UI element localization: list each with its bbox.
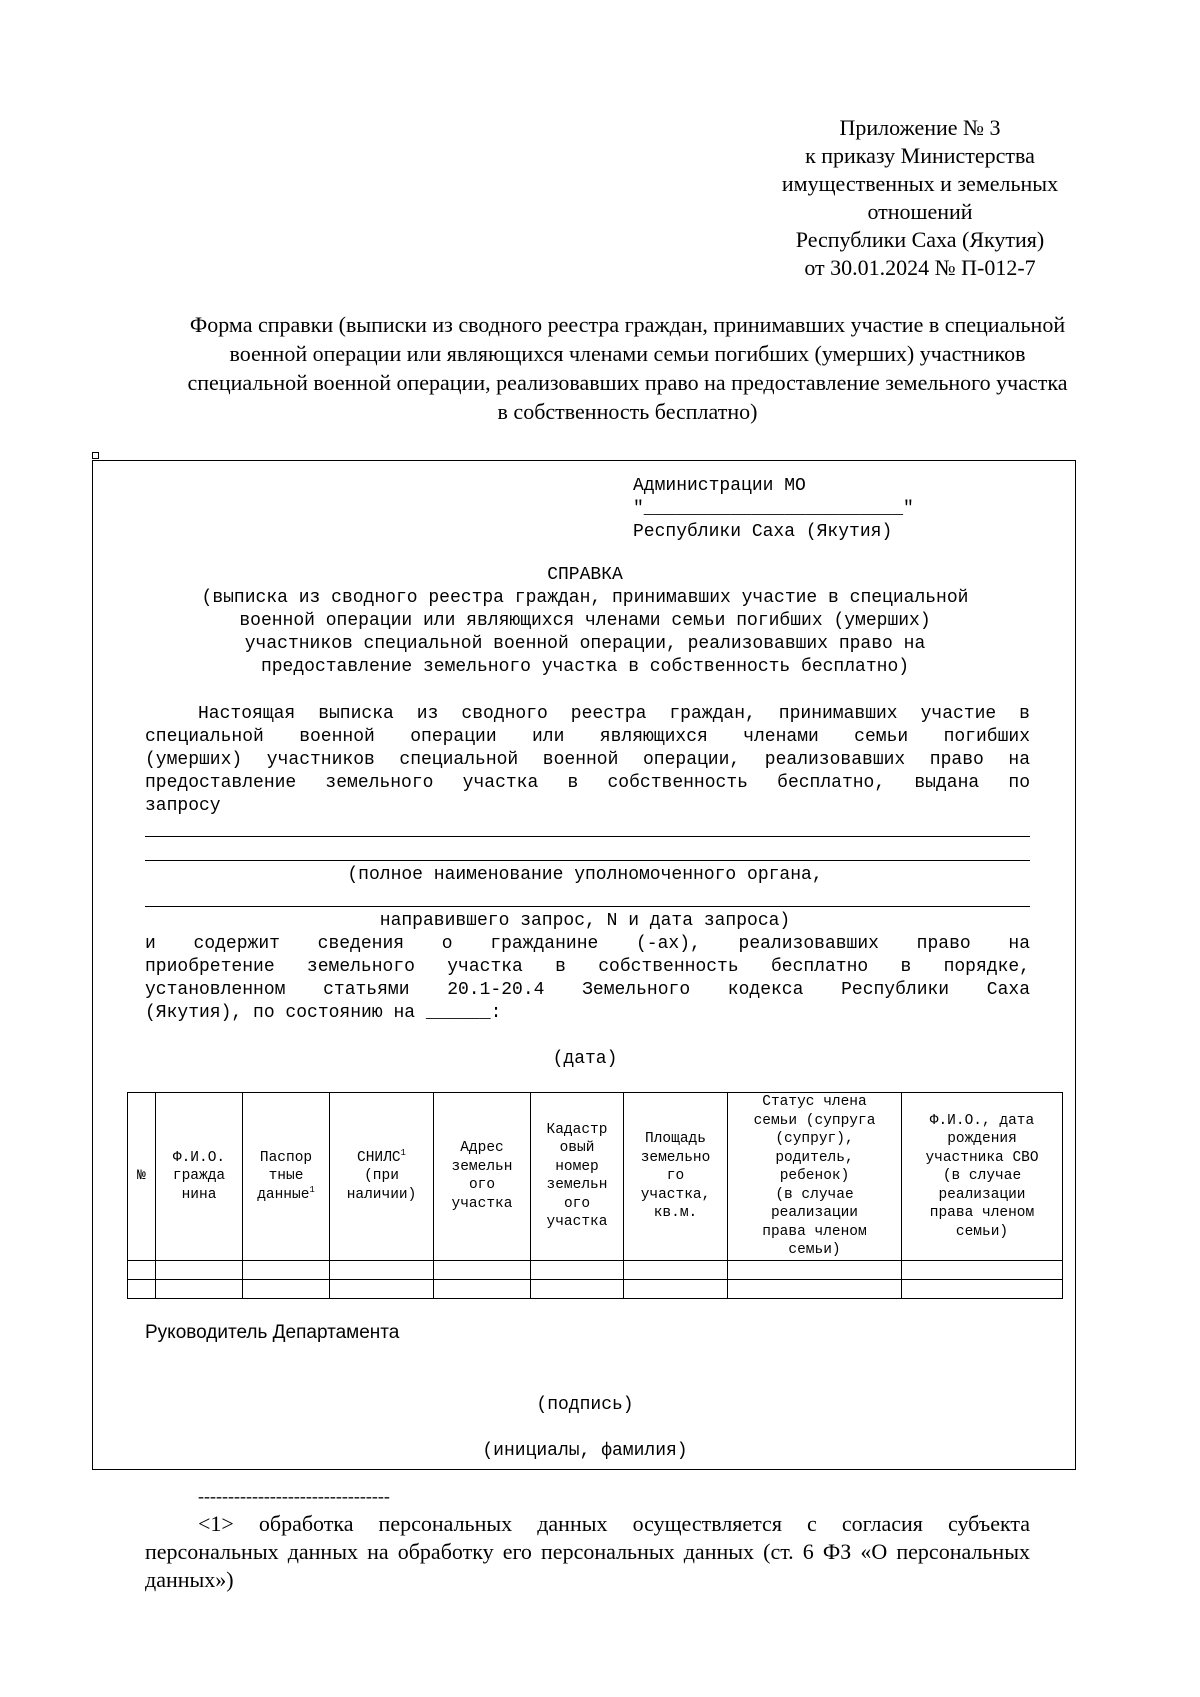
footnote-line: персональных данных на обработку его персональных данных (ст. 6 ФЗ «О персональных [145, 1539, 1030, 1564]
table-cell [728, 1260, 902, 1279]
certificate-contains [145, 933, 1030, 1025]
fill-line [145, 906, 1030, 907]
caption-signature: (подпись) [536, 1395, 634, 1415]
table-cell [330, 1260, 434, 1279]
col-header-cadastral-number: Кадастр овый номер земельн ого участка [531, 1093, 624, 1261]
caption-name: (инициалы, фамилия) [482, 1441, 688, 1461]
table-cell [434, 1260, 531, 1279]
certificate-subtitle-line: участников специальной военной операции, реализовавших право на [244, 634, 926, 654]
table-cell [531, 1260, 624, 1279]
table-cell [128, 1260, 156, 1279]
col-header-number: № [128, 1093, 156, 1261]
footnote-separator: -------------------------------- [198, 1486, 390, 1506]
addressee-line-1: Администрации МО [633, 476, 806, 496]
body-line: (умерших) участников специальной военной операции, реализовавших право на [145, 750, 1030, 770]
col-header-svo-participant: Ф.И.О., дата рождения участника СВО (в случае реализации права членом семьи) [902, 1093, 1063, 1261]
footnote-line: <1> обработка персональных данных осуществляется с согласия субъекта [198, 1511, 1030, 1536]
contains-line: и содержит сведения о гражданине (-ах), реализовавших право на [145, 934, 1030, 954]
signatory-title: Руководитель Департамента [145, 1322, 400, 1343]
table-cell [624, 1260, 728, 1279]
registry-table [127, 1092, 1063, 1299]
appendix-line: к приказу Министерства [805, 143, 1035, 168]
appendix-line: от 30.01.2024 № П-012-7 [804, 255, 1036, 280]
caption-authority: (полное наименование уполномоченного органа, [347, 865, 823, 885]
body-line: Настоящая выписка из сводного реестра граждан, принимавших участие в [198, 704, 1030, 724]
appendix-line: Республики Саха (Якутия) [795, 227, 1045, 252]
certificate-subtitle-line: предоставление земельного участка в собственность бесплатно) [260, 657, 910, 677]
caption-request: направившего запрос, N и дата запроса) [379, 911, 791, 931]
table-row [128, 1279, 1063, 1298]
table-cell [434, 1279, 531, 1298]
form-title-line: в собственность бесплатно) [497, 399, 758, 424]
table-cell [728, 1279, 902, 1298]
col-header-plot-area: Площадь земельно го участка, кв.м. [624, 1093, 728, 1261]
caption-date: (дата) [552, 1049, 618, 1069]
contains-line: (Якутия), по состоянию на ______: [145, 1003, 502, 1023]
body-line: специальной военной операции или являющихся членами семьи погибших [145, 727, 1030, 747]
form-title-line: специальной военной операции, реализовавших право на предоставление земельного участка [187, 370, 1068, 395]
table-cell [156, 1260, 243, 1279]
table-cell [330, 1279, 434, 1298]
addressee-line-2: "________________________" [633, 499, 914, 519]
footnote [145, 1510, 1030, 1594]
table-row [128, 1260, 1063, 1279]
table-cell [902, 1260, 1063, 1279]
footnote-line: данных») [145, 1567, 234, 1592]
table-cell [531, 1279, 624, 1298]
table-cell [128, 1279, 156, 1298]
appendix-line: Приложение № 3 [839, 115, 1001, 140]
body-line: предоставление земельного участка в собственность бесплатно, выдана по [145, 773, 1030, 793]
table-header-row [128, 1093, 1063, 1261]
table-cell [902, 1279, 1063, 1298]
frame-anchor-marker [92, 452, 99, 459]
col-header-snils: СНИЛС$^1$ (при наличии) [330, 1093, 434, 1261]
form-title [135, 310, 1120, 426]
appendix-header [745, 114, 1095, 282]
certificate-body [145, 703, 1030, 818]
body-line: запросу [145, 796, 221, 816]
form-title-line: военной операции или являющихся членами семьи погибших (умерших) участников [229, 341, 1026, 366]
contains-line: приобретение земельного участка в собственность бесплатно в порядке, [145, 957, 1030, 977]
form-title-line: Форма справки (выписки из сводного реестра граждан, принимавших участие в специальной [189, 312, 1066, 337]
certificate-subtitle-line: (выписка из сводного реестра граждан, принимавших участие в специальной [201, 588, 969, 608]
appendix-line: имущественных и земельных [781, 171, 1059, 196]
certificate-title: СПРАВКА [547, 565, 623, 585]
col-header-family-status: Статус члена семьи (супруга (супруг), родитель, ребенок) (в случае реализации права членом семьи) [728, 1093, 902, 1261]
appendix-line: отношений [867, 199, 973, 224]
table-cell [243, 1279, 330, 1298]
certificate-subtitle-line: военной операции или являющихся членами семьи погибших (умерших) [239, 611, 931, 631]
table-cell [624, 1279, 728, 1298]
fill-line [145, 836, 1030, 837]
table-cell [156, 1279, 243, 1298]
addressee-line-3: Республики Саха (Якутия) [633, 522, 893, 542]
table-cell [243, 1260, 330, 1279]
col-header-plot-address: Адрес земельн ого участка [434, 1093, 531, 1261]
fill-line [145, 860, 1030, 861]
contains-line: установленном статьями 20.1-20.4 Земельного кодекса Республики Саха [145, 980, 1030, 1000]
col-header-passport: Паспор тные данные$^1$ [243, 1093, 330, 1261]
col-header-full-name: Ф.И.О. гражда нина [156, 1093, 243, 1261]
